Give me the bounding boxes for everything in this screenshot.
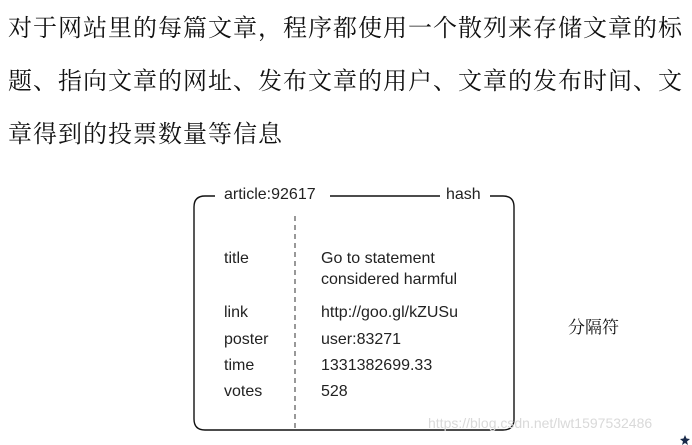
value-title-line2: considered harmful <box>321 271 458 288</box>
value-title-line1: Go to statement <box>321 250 435 267</box>
value-time: 1331382699.33 <box>321 357 433 374</box>
field-poster: poster <box>224 331 269 348</box>
hash-type-label: hash <box>446 186 481 203</box>
value-link: http://goo.gl/kZUSu <box>321 304 458 321</box>
field-title: title <box>224 250 249 267</box>
field-time: time <box>224 357 255 374</box>
value-votes: 528 <box>321 383 348 400</box>
separator-label: 分隔符 <box>568 318 619 338</box>
hash-key-name: article:92617 <box>224 186 316 203</box>
field-link: link <box>224 304 249 321</box>
corner-star-icon <box>680 435 690 445</box>
intro-paragraph: 对于网站里的每篇文章，程序都使用一个散列来存储文章的标题、指向文章的网址、发布文章的用户、文章的发布时间、文章得到的投票数量等信息 <box>8 14 683 148</box>
watermark: https://blog.csdn.net/lwt1597532486 <box>428 415 653 431</box>
field-votes: votes <box>224 383 263 400</box>
value-poster: user:83271 <box>321 331 402 348</box>
